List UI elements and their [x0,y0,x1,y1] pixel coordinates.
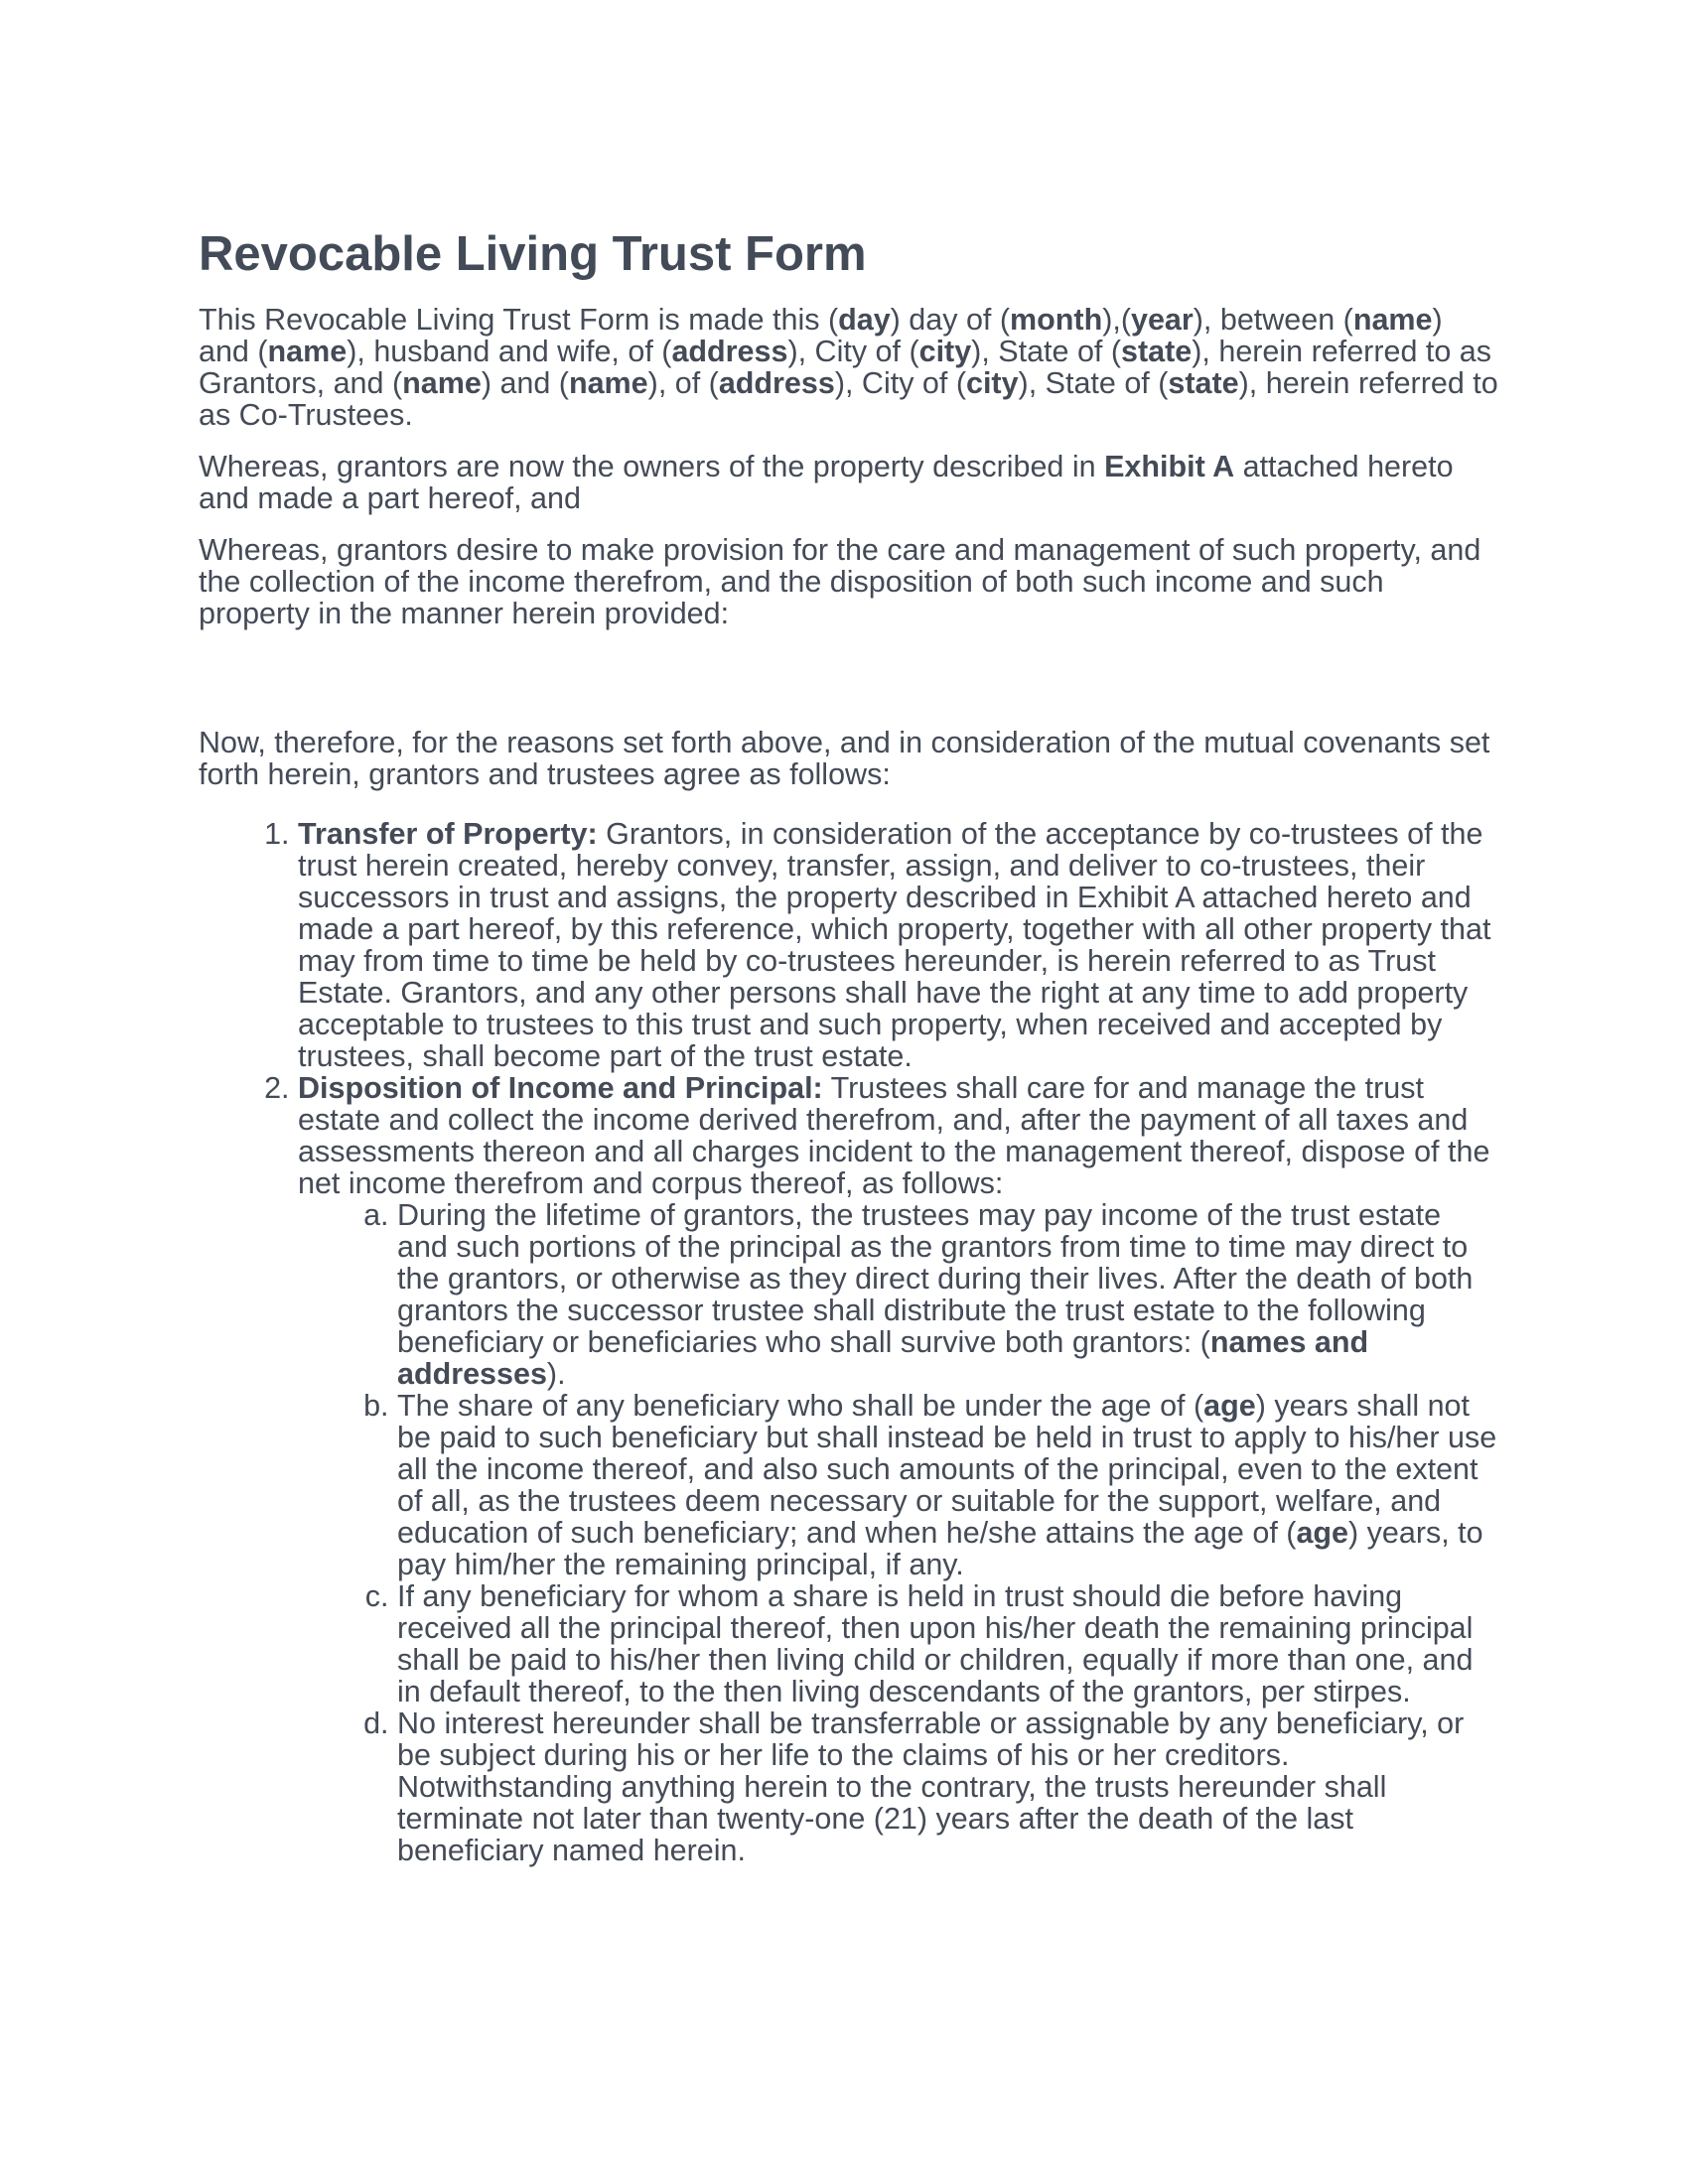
trustee-state-placeholder: state [1168,366,1239,401]
disposition-sublist [298,1199,1499,1866]
sub-item-text: ) years shall not be paid to such beneficiary but shall instead be held in trust to apply to his/her use all the income thereof, and also such amounts of the principal, even to the extent of all, as the trustees deem necessary or suitable for the support, welfare, and education of such beneficiary; and when he/she attains the age of ( [397,1389,1497,1551]
intro-text: ), herein referred to as Co-Trustees. [199,366,1498,433]
intro-text: ), City of ( [834,366,966,401]
age-placeholder: age [1203,1389,1256,1424]
month-placeholder: month [1010,303,1103,338]
grantor-city-placeholder: city [918,335,972,369]
now-therefore-paragraph: Now, therefore, for the reasons set forth above, and in consideration of the mutual covenants set forth herein, grantors and trustees agree as follows: [199,726,1490,792]
trustee-name-placeholder: name [568,366,648,401]
sub-item-text: ) years, to pay him/her the remaining principal, if any. [397,1516,1483,1582]
document-title: Revocable Living Trust Form [199,227,867,281]
intro-text: ), husband and wife, of ( [347,335,672,369]
intro-paragraph [199,304,1499,431]
sub-item-c: c. If any beneficiary for whom a share is held in trust should die before having received all the principal thereof, then upon his/her death the remaining principal shall be paid to his/her then living child or children, equally if more than one, and in default thereof, to the then living descendants of the grantors, per stirpes. [397,1580,1499,1707]
sub-item-text: ). [546,1357,566,1392]
list-item-disposition [298,1072,1499,1866]
trustee-address-placeholder: address [718,366,835,401]
intro-text: ), of ( [647,366,719,401]
intro-text: ), between ( [1193,303,1353,338]
whereas-paragraph-1 [199,451,1499,514]
intro-text: ), City of ( [787,335,919,369]
grantor-address-placeholder: address [671,335,788,369]
sub-item-a [397,1199,1499,1390]
grantor-name-placeholder: name [1352,303,1433,338]
item-heading: Transfer of Property: [298,817,598,852]
intro-text: ), herein referred to as Grantors, and ( [199,335,1492,401]
document [199,226,1499,1866]
intro-text: ),( [1102,303,1131,338]
names-addresses-placeholder: names and addresses [397,1325,1369,1392]
whereas-text: Whereas, grantors are now the owners of the property described in [199,450,1105,484]
list-item-transfer-of-property [298,818,1499,1072]
sub-item-b [397,1390,1499,1580]
trustee-name-placeholder: name [402,366,482,401]
intro-text: ) and ( [199,303,1443,369]
sub-item-text: During the lifetime of grantors, the trustees may pay income of the trust estate and such portions of the principal as the grantors from time to time may direct to the grantors, or otherwise as they direct during their lives. After the death of both grantors the successor trustee shall distribute the trust estate to the following beneficiary or beneficiaries who shall survive both grantors: ( [397,1198,1474,1360]
sub-item-text: The share of any beneficiary who shall be under the age of ( [397,1389,1204,1424]
intro-text: ), State of ( [1018,366,1169,401]
year-placeholder: year [1131,303,1194,338]
intro-text: ), State of ( [971,335,1122,369]
blank-space [199,649,1499,727]
item-text: Grantors, in consideration of the acceptance by co-trustees of the trust herein created, hereby convey, transfer, assign, and deliver to co-trustees, their successors in trust and assigns, the property described in Exhibit A attached hereto and made a part hereof, by this reference, which property, together with all other property that may from time to time be held by co-trustees hereunder, is herein referred to as Trust Estate. Grantors, and any other persons shall have the right at any time to add property acceptable to trustees to this trust and such property, when received and accepted by trustees, shall become part of the trust estate. [298,817,1491,1074]
grantor-state-placeholder: state [1121,335,1193,369]
age-placeholder: age [1296,1516,1349,1551]
day-placeholder: day [838,303,891,338]
intro-text: This Revocable Living Trust Form is made this ( [199,303,839,338]
item-heading: Disposition of Income and Principal: [298,1071,823,1106]
intro-text: ) and ( [481,366,569,401]
agreement-list [199,818,1499,1866]
trustee-city-placeholder: city [965,366,1019,401]
grantor-name-placeholder: name [267,335,348,369]
whereas-text: attached hereto and made a part hereof, and [199,450,1454,516]
item-text: Trustees shall care for and manage the trust estate and collect the income derived therefrom, and, after the payment of all taxes and assessments thereon and all charges incident to the management thereof, dispose of the net income therefrom and corpus thereof, as follows: [298,1071,1490,1201]
whereas-paragraph-2: Whereas, grantors desire to make provision for the care and management of such property, and the collection of the income therefrom, and the disposition of both such income and such property in the manner herein provided: [199,533,1481,631]
sub-item-d: d. No interest hereunder shall be transferrable or assignable by any beneficiary, or be subject during his or her life to the claims of his or her creditors. Notwithstanding anything herein to the contrary, the trusts hereunder shall terminate not later than twenty-one (21) years after the death of the last beneficiary named herein. [397,1707,1499,1866]
intro-text: ) day of ( [890,303,1011,338]
exhibit-reference: Exhibit A [1104,450,1235,484]
